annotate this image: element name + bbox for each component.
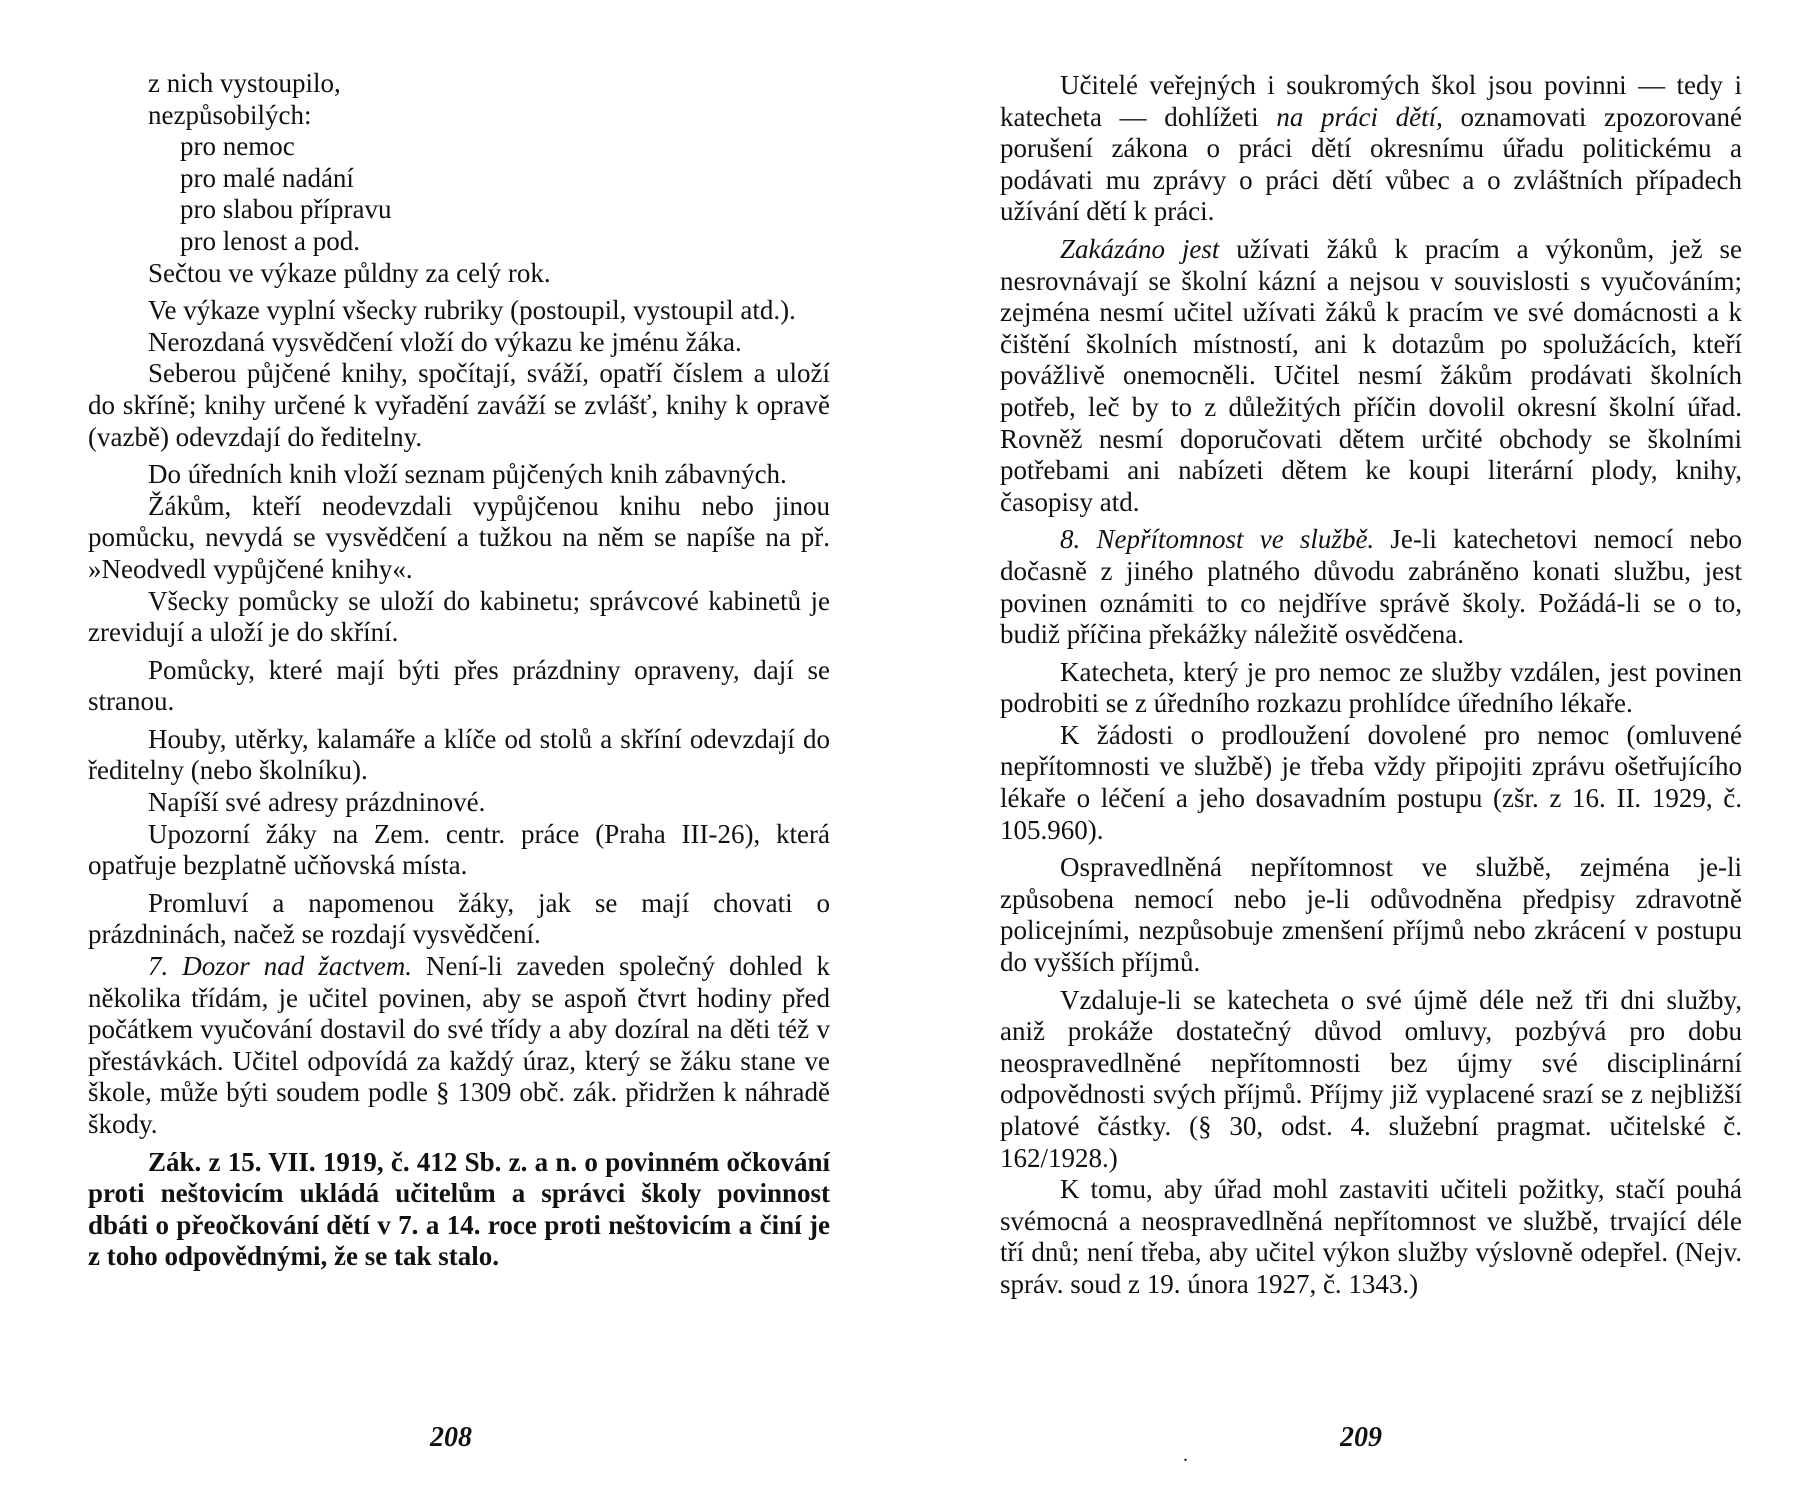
paragraph: Upozorní žáky na Zem. centr. práce (Praha III-26), která opatřuje bezplatně učňovská místa. bbox=[88, 818, 830, 881]
page-number-left: 208 bbox=[430, 1422, 472, 1453]
paragraph: Žákům, kteří neodevzdali vypůjčenou knihu nebo jinou pomůcku, nevydá se vysvědčení a tužkou na něm se napíše na př. »Neodvedl vypůjčené knihy«. bbox=[88, 490, 830, 584]
paragraph: Seberou půjčené knihy, spočítají, sváží, opatří číslem a uloží do skříně; knihy určené k vyřadění zaváží se zvlášť, knihy k opravě (vazbě) odevzdají do ředitelny. bbox=[88, 358, 830, 452]
margin-mark: . bbox=[1183, 1444, 1188, 1466]
paragraph: Nerozdaná vysvědčení vloží do výkazu ke jménu žáka. bbox=[148, 326, 742, 357]
paragraph: K žádosti o prodloužení dovolené pro nemoc (omluvené nepřítomnosti ve službě) je třeba vždy připojiti zprávu ošetřujícího lékaře o léčení a jeho dosavadním postupu (zšr. z 16. II. 1929, č. 105.960). bbox=[1000, 719, 1742, 845]
section-8-paragraph bbox=[1000, 524, 1742, 650]
text-run: užívati žáků k pracím a výkonům, jež se nesrovnávají se školní kázní a nejsou v souvislosti s vyučováním; zejména nesmí učitel užívati žáků k pracím ve své domácnosti a k čištění školních místností, ani k dotazům po spolužácích, kteří povážlivě onemocněli. Učitel nesmí žákům prodávati školních potřeb, leč by to z důležitých příčin dovolil okresní školní úřad. Rovněž nesmí doporučovati dětem určité obchody se školními potřebami ani nabízeti dětem ke koupi literární plody, knihy, časopisy atd. bbox=[1000, 233, 1742, 517]
list-line: z nich vystoupilo, bbox=[148, 68, 341, 98]
paragraph: K tomu, aby úřad mohl zastaviti učiteli požitky, stačí pouhá svémocná a neospravedlněná nepřítomnost ve službě, trvající déle tří dnů; není třeba, aby učitel výkon služby výslovně odepřel. (Nejv. správ. soud z 19. února 1927, č. 1343.) bbox=[1000, 1174, 1742, 1299]
section-8-heading: 8. Nepřítomnost ve službě. bbox=[1060, 524, 1375, 555]
paragraph: Katecheta, který je pro nemoc ze služby vzdálen, jest povinen podrobiti se z úředního rozkazu prohlídce úředního lékaře. bbox=[1000, 656, 1742, 719]
section-7-paragraph bbox=[88, 951, 830, 1141]
left-page bbox=[88, 0, 830, 1500]
section-8-text: Je-li katechetovi nemocí nebo dočasně z jiného platného důvodu zabráněno konati službu, jest povinen oznámiti to co nejdříve správě školy. Požádá-li se o to, budiž příčina překážky náležitě osvědčena. bbox=[1000, 524, 1742, 650]
list-line: nezpůsobilých: bbox=[148, 99, 312, 130]
list-subline: pro lenost a pod. bbox=[180, 225, 360, 256]
right-page-text bbox=[1000, 70, 1742, 1301]
right-page bbox=[1000, 0, 1742, 1500]
section-7-text: Není-li zaveden společný dohled k několika třídám, je učitel povinen, aby se aspoň čtvrt hodiny před počátkem vyučování dostavil do své třídy a aby dozíral na děti též v přestávkách. Učitel odpovídá za každý úraz, který se žáku stane ve škole, může býti soudem podle § 1309 obč. zák. přidržen k náhradě škody. bbox=[88, 951, 830, 1139]
sum-line: Sečtou ve výkaze půldny za celý rok. bbox=[148, 257, 551, 288]
paragraph: Houby, utěrky, kalamáře a klíče od stolů a skříní odevzdají do ředitelny (nebo školníku). bbox=[88, 723, 830, 786]
paragraph: Napíší své adresy prázdninové. bbox=[148, 787, 486, 818]
vaccination-law-paragraph: Zák. z 15. VII. 1919, č. 412 Sb. z. a n. o povinném očkování proti neštovicím ukládá učitelům a správci školy povinnost dbáti o přeočkování dětí v 7. a 14. roce proti neštovicím a činí je z toho odpovědnými, že se tak stalo. bbox=[88, 1146, 830, 1272]
paragraph: Promluví a napomenou žáky, jak se mají chovati o prázdninách, načež se rozdají vysvědčení. bbox=[88, 887, 830, 950]
list-subline: pro malé nadání bbox=[180, 162, 354, 193]
list-subline: pro slabou přípravu bbox=[180, 194, 392, 225]
prohibition-paragraph bbox=[1000, 234, 1742, 518]
child-labour-paragraph bbox=[1000, 70, 1742, 228]
section-7-heading: 7. Dozor nad žactvem. bbox=[148, 951, 413, 982]
page-number-right: 209 bbox=[1340, 1422, 1382, 1453]
emphasis: Zakázáno jest bbox=[1060, 233, 1220, 264]
paragraph: Všecky pomůcky se uloží do kabinetu; správcové kabinetů je zrevidují a uloží je do skříní. bbox=[88, 585, 830, 648]
text-run: , oznamovati zpozorované porušení zákona o práci dětí okresnímu úřadu politickému a podávati mu zprávy o práci dětí vůbec a o zvláštních případech užívání dětí k práci. bbox=[1000, 101, 1742, 227]
text-run: Učitelé veřejných i soukromých škol jsou povinni — tedy i katecheta — dohlížeti bbox=[1000, 70, 1742, 132]
left-page-text bbox=[88, 68, 830, 1273]
emphasis: na práci dětí bbox=[1276, 101, 1437, 132]
paragraph: Ve výkaze vyplní všecky rubriky (postoupil, vystoupil atd.). bbox=[148, 295, 796, 326]
paragraph: Pomůcky, které mají býti přes prázdniny opraveny, dají se stranou. bbox=[88, 654, 830, 717]
paragraph: Vzdaluje-li se katecheta o své újmě déle než tři dni služby, aniž prokáže dostatečný důvod omluvy, pozbývá pro dobu neospravedlněné nepřítomnosti bez újmy své disciplinární odpovědnosti svých příjmů. Příjmy již vyplacené srazí se z nejbližší platové částky. (§ 30, odst. 4. služební pragmat. učitelské č. 162/1928.) bbox=[1000, 984, 1742, 1173]
list-subline: pro nemoc bbox=[180, 131, 295, 162]
paragraph: Ospravedlněná nepřítomnost ve službě, zejména je-li způsobena nemocí nebo je-li odůvodněna předpisy zdravotně policejními, nezpůsobuje zmenšení příjmů nebo zkrácení v postupu do vyšších příjmů. bbox=[1000, 852, 1742, 978]
paragraph: Do úředních knih vloží seznam půjčených knih zábavných. bbox=[148, 459, 787, 490]
